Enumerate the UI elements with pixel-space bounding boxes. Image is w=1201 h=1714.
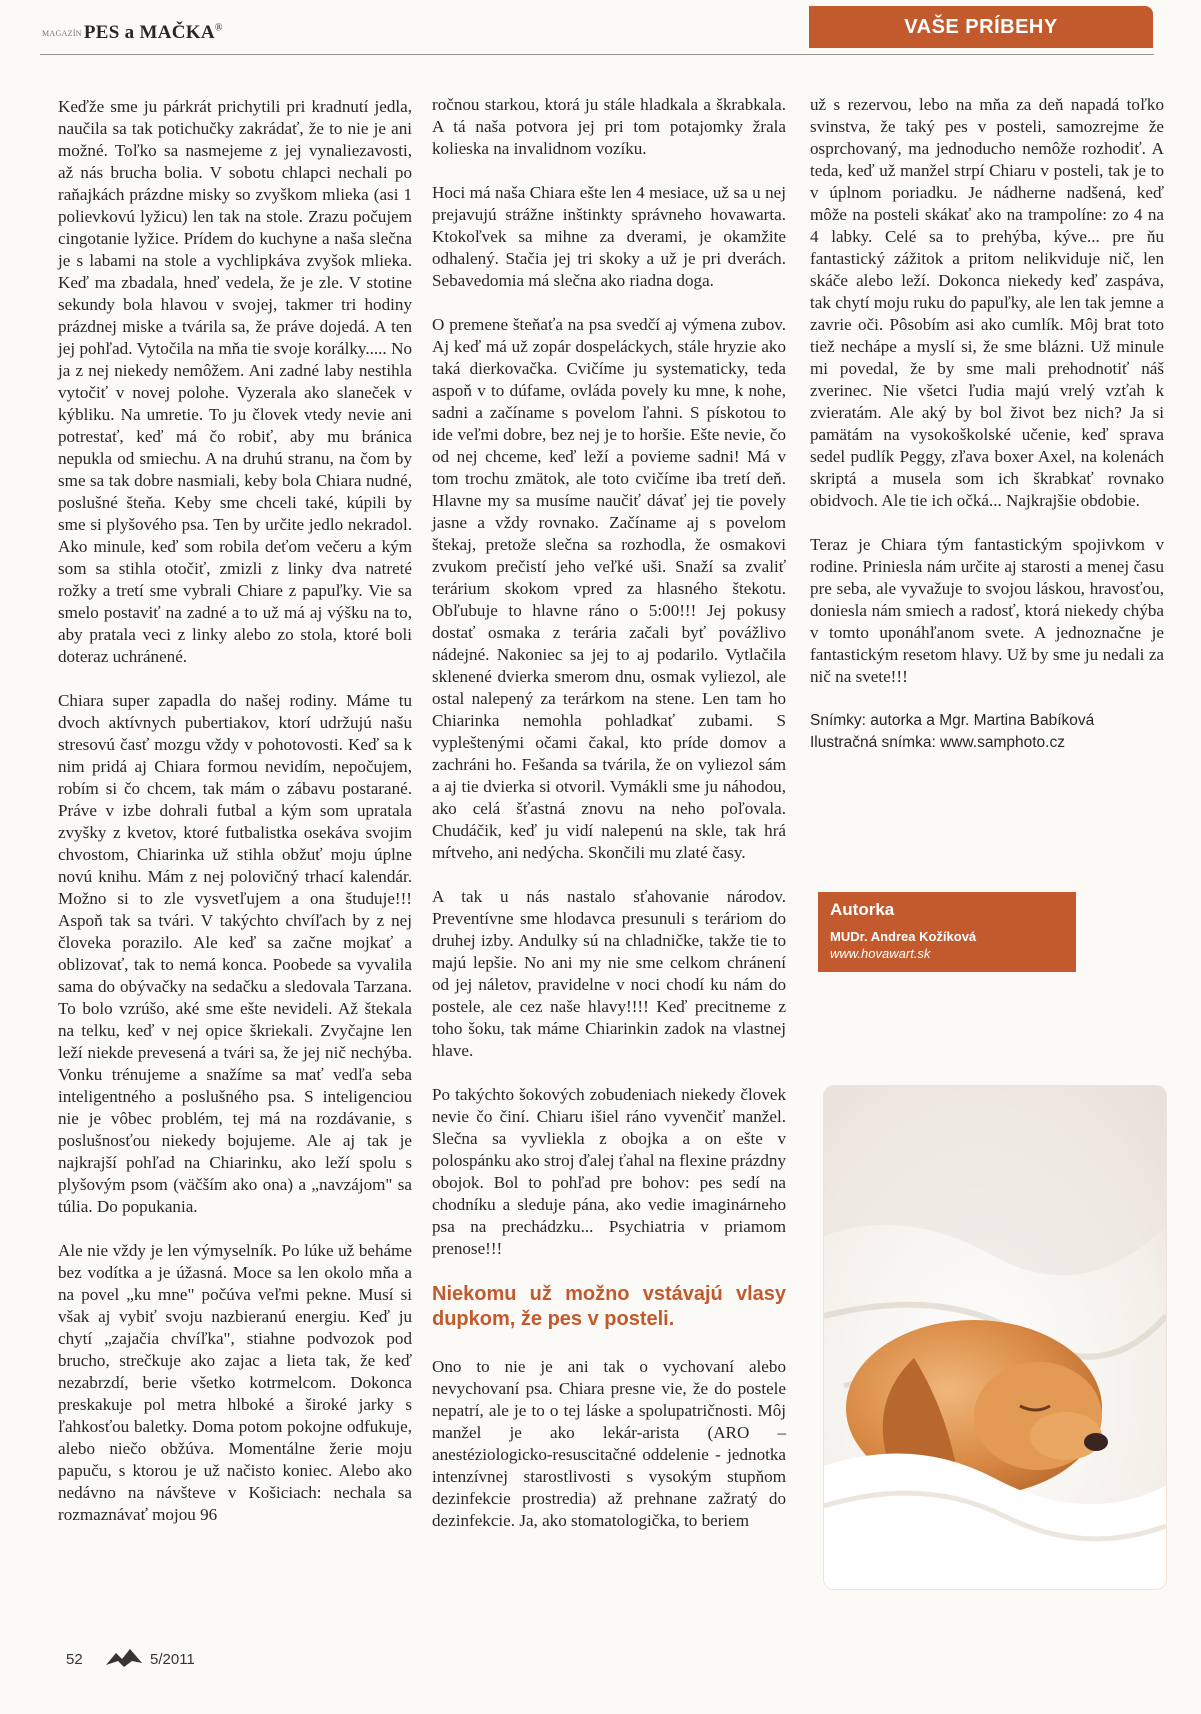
paragraph: Chiara super zapadla do našej rodiny. Máme tu dvoch aktívnych pubertiakov, ktorí udržujú našu stresovú časť mozgu vždy v pohotovosti. Keď sa k nim pridá aj Chiara formou nevidím, nepočujem, robím si čo chcem, tak mám o zábavu postarané. Práve v izbe dohrali futbal a kým som upratala zvyšky z kvetov, ktoré futbalistka osekáva svojim chvostom, Chiarinka už stihla obžuť moju úplne novú knihu. Mám z nej polovičný trhací kalendár. Možno si to zle vysvetľujem a ona študuje!!! Aspoň tak sa tvári. V takýchto chvíľach by z nej človeka porazilo. Ale keď sa začne mojkať a oblizovať, tak to nemá konca. Poobede sa vyvalila sama do obývačky na sedačku a sledovala Tarzana. To bolo vzrúšo, aké sme ešte nevideli. Až štekala na telku, keď v nej opice škriekali. Zvyčajne len leží niekde prevesená a tvári sa, že jej nič nechýba. Vonku trénujeme a snažíme sa mať vedľa seba inteligentného a poslušného psa. S inteligenciou nie je vôbec problém, tej má na rozdávanie, s poslušnosťou niekedy bojujeme. Ale aj tak je najkrajší pohľad na Chiarinku, ako leží spolu s plyšovým psom (väčším ako ona) a „navzájom" sa túlia. Do popukania. [58,691,412,1216]
paragraph: Ono to nie je ani tak o vychovaní alebo nevychovaní psa. Chiara presne vie, že do postele nepatrí, ale je to o tej láske a spolupatričnosti. Môj manžel je ako lekár-arista (ARO – anestéziologicko-resuscitačné oddelenie - jednotka intenzívnej starostlivosti s vysokým stupňom dezinfekcie prostredia) až prehnane zažratý do dezinfekcie. Ja, ako stomatologička, to beriem [432,1357,786,1530]
paragraph: už s rezervou, lebo na mňa za deň napadá toľko svinstva, že taký pes v posteli, samozrejme že osprchovaný, ma jednoducho nemôže rozhodiť. A teda, keď už manžel strpí Chiaru v posteli, tak je to v úplnom poriadku. Je nádherne nadšená, keď môže na posteli skákať ako na trampolíne: zo 4 na 4 labky. Celé sa to prehýba, kýve... pre ňu fantastický zážitok a pritom nelikviduje nič, len skáče alebo leží. Dokonca niekedy keď zaspáva, tak chytí moju ruku do papuľky, ale len tak jemne a zavrie oči. Pôsobím asi ako cumlík. Môj brat toto tiež nechápe a myslí si, že sme blázni. Už minule mi povedal, že by sme mali prehodnotiť náš zverinec. Nie všetci ľudia majú vrelý vzťah k zvieratám. Ale aký by bol život bez nich? Ja si pamätám na vysokoškolské učenie, keď sprava sedel pudlík Peggy, zľava boxer Axel, na kolenách skriptá a musela som ich škrabkať rovnako obidvoch. Ale tie ich očká... Najkrajšie obdobie. [810,95,1164,510]
registered-mark: ® [214,22,223,34]
section-tag: VAŠE PRÍBEHY [809,6,1153,48]
column-1 [58,96,412,1548]
magazine-logo [42,22,223,44]
paragraph: O premene šteňaťa na psa svedčí aj výmena zubov. Aj keď má už zopár dospeláckych, stále hryzie ako taká dierkovačka. Cvičíme ju systematicky, teda aspoň v to dúfame, ovláda povely ku mne, k nohe, sadni a začíname s povelom ľahni. S pískotou to ide veľmi dobre, bez nej je to horšie. Ešte nevie, čo od nej chceme, keď leží a povieme sadni! Má v tom trochu zmätok, ale toto cvičíme iba tretí deň. Hlavne my sa musíme naučiť dávať jej tie povely jasne a vždy rovnako. Začíname aj s povelom štekaj, pretože slečna sa rozhodla, že osmakovi zvukom prečistí jeho veľké uši. Snaží sa zvaliť terárium skokom vpred za hlasného štekotu. Obľubuje to hlavne ráno o 5:00!!! Jej pokusy dostať osmaka z terária začali byť povážlivo nádejné. Nakoniec sa jej to aj podarilo. Vytlačila sklenené dvierka smerom dnu, osmak vyliezol, ale ostal nalepený za terárkom na stene. Len tam ho Chiarinka nemohla pohladkať zubami. S vypleštenými očami čakal, kto príde domov a zachráni ho. Fešanda sa tvárila, že on vyliezol sám a aj tie dvierka si otvoril. Vymákli sme ju náhodou, ako celá šťastná znovu na neho poľovala. Chudáčik, keď ju vidí nalepenú na skle, tak hrá mŕtveho, ani nedýcha. Skončili mu zlaté časy. [432,315,786,862]
header-divider [40,54,1154,55]
subheading: Niekomu už možno vstávajú vlasy dupkom, že pes v posteli. [432,1283,786,1330]
paragraph: Hoci má naša Chiara ešte len 4 mesiace, už sa u nej prejavujú strážne inštinkty správneho hovawarta. Ktokoľvek sa mihne za dverami, je okamžite odhalený. Stačia jej tri skoky a už je pri dverách. Sebavedomia má slečna ako riadna doga. [432,183,786,290]
paragraph: ročnou starkou, ktorá ju stále hladkala a škrabkala. A tá naša potvora jej pri tom potajomky žrala kolieska na invalidnom vozíku. [432,95,786,158]
issue-number: 5/2011 [150,1651,195,1668]
column-2 [432,94,786,1554]
paragraph: Keďže sme ju párkrát prichytili pri kradnutí jedla, naučila sa tak potichučky zakrádať, že to nie je ani možné. Toľko sa nasmejeme z jej vynaliezavosti, až nás brucha bolia. V sobotu chlapci nechali po raňajkách prázdne misky so zvyškom mlieka (asi 1 polievkovú lyžicu) len tak na stole. Zrazu počujem cingotanie lyžice. Prídem do kuchyne a naša slečna je s labami na stole a vychlipkáva zvyšok mlieka. Keď ma zbadala, hneď vedela, že je zle. V stotine sekundy bola hlavou v svojej, takmer tri hodiny prázdnej miske a tvárila sa, že práve dojedá. A ten jej pohľad. Vytočila na mňa tie svoje korálky..... No ja z nej niekedy nemôžem. Ani zadné laby nestihla vytočiť v novej polohe. Vyzerala ako slaneček v kýbliku. Na umretie. To ju človek vtedy nevie ani potrestať, keď má čo robiť, aby mu bránica nepukla od smiechu. A na druhú stranu, na čom by sme sa tak dobre nasmiali, keby bola Chiara nudné, poslušné šteňa. Keby sme chceli také, kúpili by sme si plyšového psa. Ten by určite jedlo nekradol. Ako minule, keď som robila deťom večeru a kým som sa stihla otočiť, zmizli z linky dva natreté rožky a tretí sme vybrali Chiare z papuľky. Vie sa smelo postaviť na zadné a to už má aj výšku na to, aby pratala veci z linky alebo zo stola, ktoré boli doteraz uchránené. [58,97,412,666]
author-name: MUDr. Andrea Kožíková [830,929,977,944]
author-box [818,892,1076,972]
page-number: 52 [66,1651,83,1668]
paragraph: A tak u nás nastalo sťahovanie národov. Preventívne sme hlodavca presunuli s teráriom do druhej izby. Andulky sú na chladničke, takže tie to majú lepšie. No ani my nie sme celkom chránení od jej náletov, pravidelne v noci chodí ku nám do postele, ale cez naše hlavy!!!! Keď precitneme z toho šoku, tak máme Chiarinkin zadok na vlastnej hlave. [432,887,786,1060]
credit-line: Ilustračná snímka: www.samphoto.cz [810,734,1065,751]
column-3 [810,94,1164,754]
author-url: www.hovawart.sk [830,946,931,961]
magazine-title: PES a MAČKA [83,22,215,43]
paragraph: Teraz je Chiara tým fantastickým spojivkom v rodine. Priniesla nám určite aj starosti a menej času pre seba, ale vyvažuje to svojou láskou, hravosťou, doniesla nám smiech a radosť, ktorá niekedy chýba v tomto uponáhľanom svete. A jednoznačne je fantastickým resetom hlavy. Už by sme ju nedali za nič na svete!!! [810,535,1164,686]
magazine-small-label: MAGAZÍN [42,29,82,39]
puppy-photo [824,1086,1166,1589]
magazine-mark-icon [104,1647,144,1669]
paragraph: Po takýchto šokových zobudeniach niekedy človek nevie čo činí. Chiaru išiel ráno vyvenčiť manžel. Slečna sa vyvliekla z obojka a on ešte v polospánku ako stroj ďalej ťahal na flexine prázdny obojok. Bol to pohľad pre bohov: pes sedí na chodníku a sleduje pána, ako vedie imaginárneho psa na prechádzku... Psychiatria v priamom prenose!!! [432,1085,786,1258]
photo-credits [810,710,1164,754]
credit-line: Snímky: autorka a Mgr. Martina Babíková [810,712,1095,729]
page-footer [66,1651,195,1668]
paragraph: Ale nie vždy je len výmyselník. Po lúke už beháme bez vodítka a je úžasná. Moce sa len okolo mňa a na povel „ku mne" počúva veľmi pekne. Musí si však aj vybiť svoju nazbieranú energiu. Keď ju chytí „zajačia chvíľka", stiahne podvozok pod brucho, strečkuje ako zajac a lieta tak, že keď nezabrzdí, berie všetko kotrmelcom. Dokonca preskakuje pol metra hlboké a široké jarky s ľahkosťou baletky. Doma potom pokojne odfukuje, alebo niečo obžúva. Momentálne žerie moju papuču, s ktorou je už načisto koniec. Alebo ako nedávno na návšteve v Košiciach: nechala sa rozmaznávať mojou 96 [58,1241,412,1524]
author-box-title: Autorka [830,900,895,919]
